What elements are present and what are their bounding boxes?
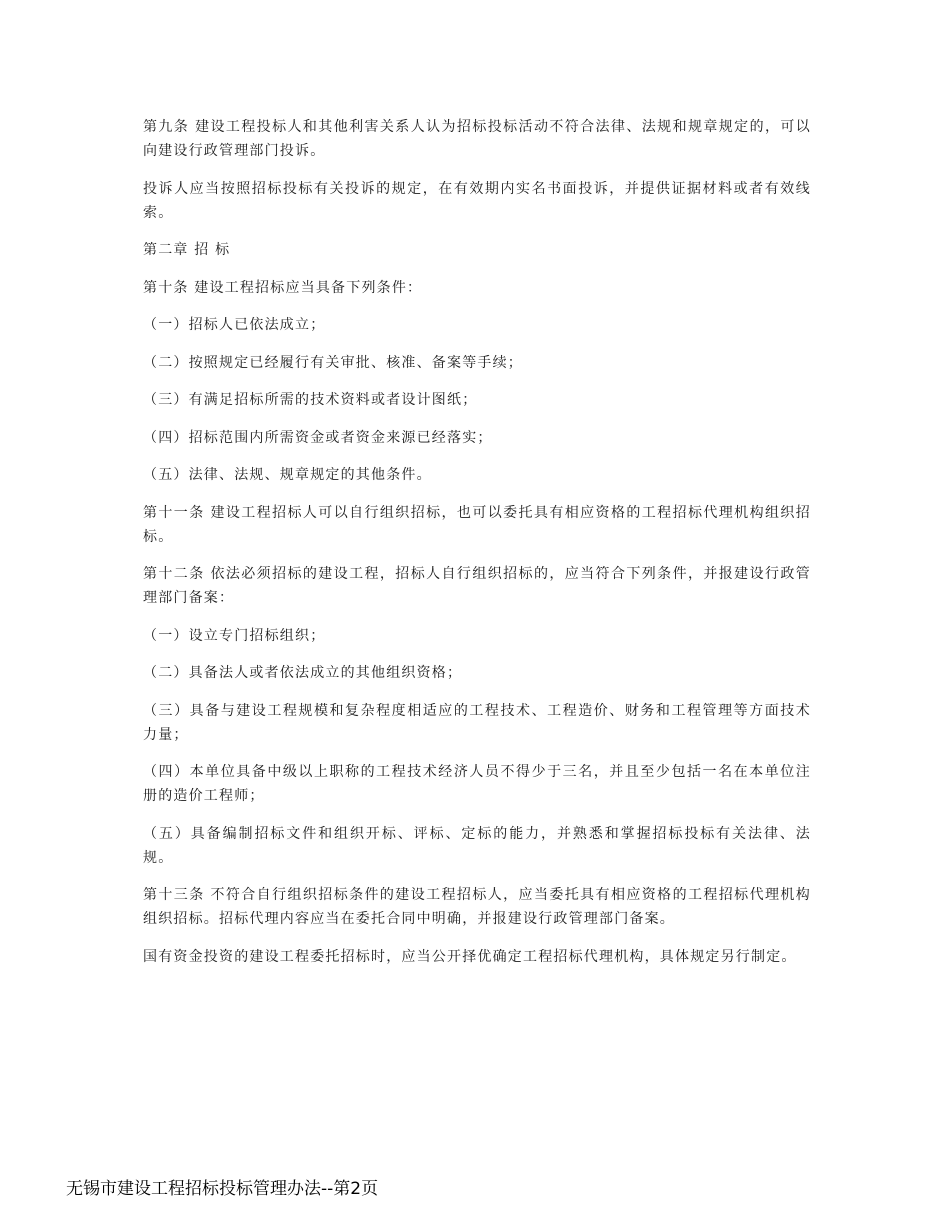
list-item: （二）具备法人或者依法成立的其他组织资格； bbox=[143, 665, 463, 681]
list-item: （四）本单位具备中级以上职称的工程技术经济人员不得少于三名，并且至少包括一名在本单位注册的造价工程师； bbox=[143, 764, 811, 804]
list-item: （二）按照规定已经履行有关审批、核准、备案等手续； bbox=[143, 354, 523, 371]
article-11-paragraph: 第十一条 建设工程招标人可以自行组织招标，也可以委托具有相应资格的工程招标代理机构组织招标。 bbox=[143, 504, 811, 545]
list-item: （一）招标人已依法成立； bbox=[143, 317, 326, 333]
document-body bbox=[143, 115, 811, 982]
article-9-paragraph: 第九条 建设工程投标人和其他利害关系人认为招标投标活动不符合法律、法规和规章规定的，可以向建设行政管理部门投诉。 bbox=[143, 119, 811, 159]
article-12-paragraph: 第十二条 依法必须招标的建设工程，招标人自行组织招标的，应当符合下列条件，并报建设行政管理部门备案： bbox=[143, 566, 811, 606]
list-item: （五）法律、法规、规章规定的其他条件。 bbox=[143, 467, 432, 483]
list-item: （三）有满足招标所需的技术资料或者设计图纸； bbox=[143, 392, 478, 408]
chapter-heading: 第二章 招 标 bbox=[143, 242, 231, 258]
page-footer: 无锡市建设工程招标投标管理办法--第2页 bbox=[66, 1179, 379, 1199]
list-item: （四）招标范围内所需资金或者资金来源已经落实； bbox=[143, 429, 493, 446]
list-item: （一）设立专门招标组织； bbox=[143, 627, 326, 644]
complaint-paragraph: 投诉人应当按照招标投标有关投诉的规定，在有效期内实名书面投诉，并提供证据材料或者有效线索。 bbox=[143, 180, 811, 221]
list-item: （五）具备编制招标文件和组织开标、评标、定标的能力，并熟悉和掌握招标投标有关法律、法规。 bbox=[143, 825, 811, 866]
list-item: （三）具备与建设工程规模和复杂程度相适应的工程技术、工程造价、财务和工程管理等方面技术力量； bbox=[143, 702, 811, 743]
article-10-paragraph: 第十条 建设工程招标应当具备下列条件： bbox=[143, 279, 423, 296]
article-13-paragraph: 第十三条 不符合自行组织招标条件的建设工程招标人，应当委托具有相应资格的工程招标代理机构组织招标。招标代理内容应当在委托合同中明确，并报建设行政管理部门备案。 bbox=[143, 887, 811, 927]
state-funded-paragraph: 国有资金投资的建设工程委托招标时，应当公开择优确定工程招标代理机构，具体规定另行制定。 bbox=[143, 948, 797, 965]
